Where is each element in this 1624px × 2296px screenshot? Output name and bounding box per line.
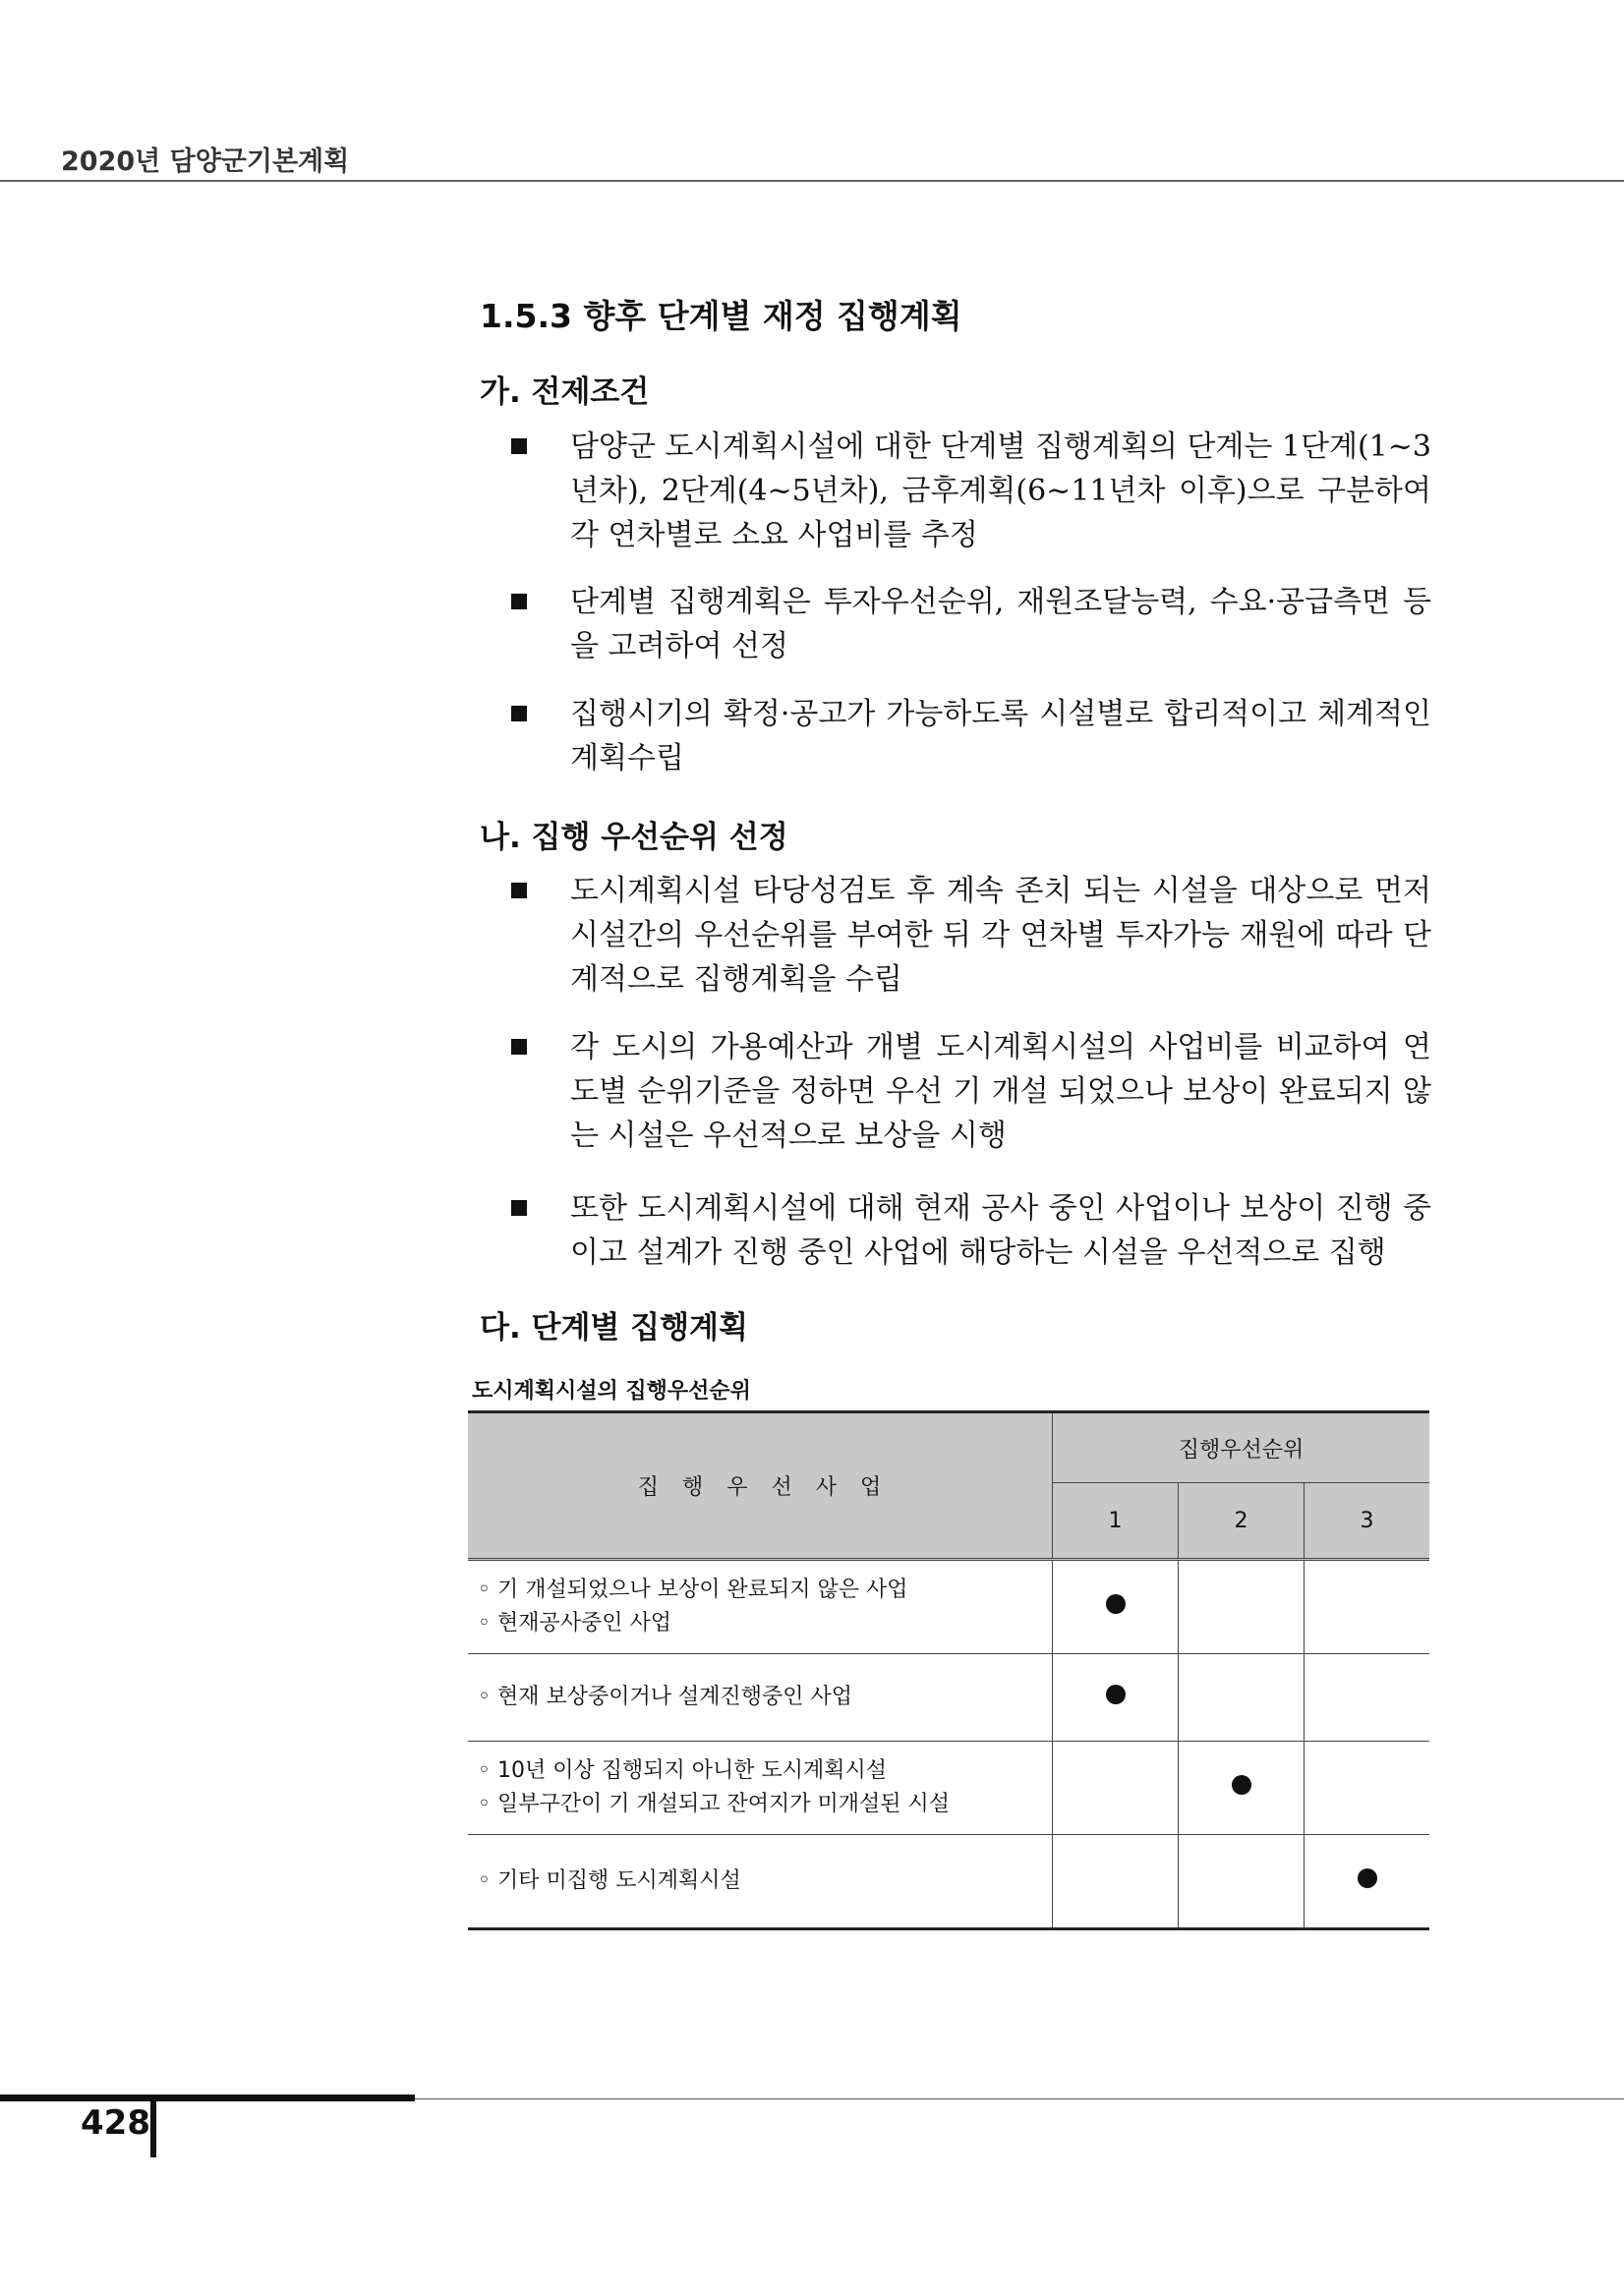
project-item: ◦ 현재공사중인 사업 [478,1611,671,1636]
square-bullet-icon [511,883,527,898]
project-description-cell [468,1654,1053,1742]
project-item: ◦ 일부구간이 기 개설되고 잔여지가 미개설된 시설 [478,1792,950,1816]
priority-cell-3 [1305,1835,1430,1929]
subsection-title-a: 가. 전제조건 [480,374,650,410]
bullet-text: 단계별 집행계획은 투자우선순위, 재원조달능력, 수요·공급측면 등을 고려하여 선정 [570,585,1431,663]
priority-table [468,1410,1429,1930]
bullet-item [525,1186,1431,1275]
priority-cell-1 [1053,1654,1179,1742]
priority-cell-3 [1305,1654,1430,1742]
project-description-cell [468,1742,1053,1835]
bullet-item [525,425,1431,557]
table-row [468,1560,1429,1654]
priority-cell-1 [1053,1835,1179,1929]
table-row [468,1835,1429,1929]
footer-thin-rule [415,2098,1624,2099]
priority-cell-3 [1305,1742,1430,1835]
project-item: ◦ 기 개설되었으나 보상이 완료되지 않은 사업 [478,1578,908,1602]
priority-col-header: 3 [1305,1483,1430,1560]
priority-dot-icon [1232,1775,1251,1795]
bullet-text: 집행시기의 확정·공고가 가능하도록 시설별로 합리적이고 체계적인 계획수립 [570,697,1431,775]
priority-cell-3 [1305,1560,1430,1654]
square-bullet-icon [511,594,527,609]
running-header-title: 2020년 담양군기본계획 [61,146,350,177]
bullet-item [525,692,1431,780]
priority-cell-1 [1053,1742,1179,1835]
project-description-cell [468,1560,1053,1654]
project-description-cell [468,1835,1053,1929]
priority-col-header: 1 [1053,1483,1179,1560]
priority-cell-2 [1179,1560,1305,1654]
square-bullet-icon [511,1200,527,1216]
table-caption: 도시계획시설의 집행우선순위 [472,1379,751,1404]
project-item: ◦ 현재 보상중이거나 설계진행중인 사업 [478,1685,852,1709]
subsection-title-b: 나. 집행 우선순위 선정 [480,820,788,855]
footer-vertical-bar [150,2095,156,2157]
priority-dot-icon [1106,1685,1126,1704]
square-bullet-icon [511,438,527,454]
priority-cell-1 [1053,1560,1179,1654]
subsection-title-c: 다. 단계별 집행계획 [480,1310,748,1346]
bullet-text: 또한 도시계획시설에 대해 현재 공사 중인 사업이나 보상이 진행 중이고 설계가 진행 중인 사업에 해당하는 시설을 우선적으로 집행 [570,1191,1431,1270]
page-number: 428 [81,2103,150,2143]
square-bullet-icon [511,1039,527,1055]
header-rule [0,180,1624,182]
table-row [468,1742,1429,1835]
bullet-text: 담양군 도시계획시설에 대한 단계별 집행계획의 단계는 1단계(1~3년차), 2단계(4~5년차), 금후계획(6~11년차 이후)으로 구분하여 각 연차별로 소요 사업비를 추정 [570,430,1431,552]
priority-cell-2 [1179,1742,1305,1835]
column-header-priority-group: 집행우선순위 [1053,1412,1430,1483]
priority-dot-icon [1106,1594,1126,1614]
priority-cell-2 [1179,1654,1305,1742]
priority-cell-2 [1179,1835,1305,1929]
table-body [468,1560,1429,1929]
priority-col-header: 2 [1179,1483,1305,1560]
bullet-item [525,580,1431,668]
project-item: ◦ 기타 미집행 도시계획시설 [478,1868,741,1893]
bullet-text: 도시계획시설 타당성검토 후 계속 존치 되는 시설을 대상으로 먼저 시설간의 우선순위를 부여한 뒤 각 연차별 투자가능 재원에 따라 단계적으로 집행계획을 수립 [570,874,1431,997]
section-title: 1.5.3 향후 단계별 재정 집행계획 [480,297,962,335]
project-item: ◦ 10년 이상 집행되지 아니한 도시계획시설 [478,1758,887,1783]
bullet-item [525,869,1431,1002]
square-bullet-icon [511,706,527,721]
bullet-item [525,1025,1431,1158]
column-header-projects: 집행우선사업 [468,1412,1053,1560]
table-row [468,1654,1429,1742]
priority-dot-icon [1358,1868,1377,1888]
footer-thick-rule [0,2095,415,2101]
bullet-text: 각 도시의 가용예산과 개별 도시계획시설의 사업비를 비교하여 연도별 순위기준을 정하면 우선 기 개설 되었으나 보상이 완료되지 않는 시설은 우선적으로 보상을 시행 [570,1030,1431,1153]
